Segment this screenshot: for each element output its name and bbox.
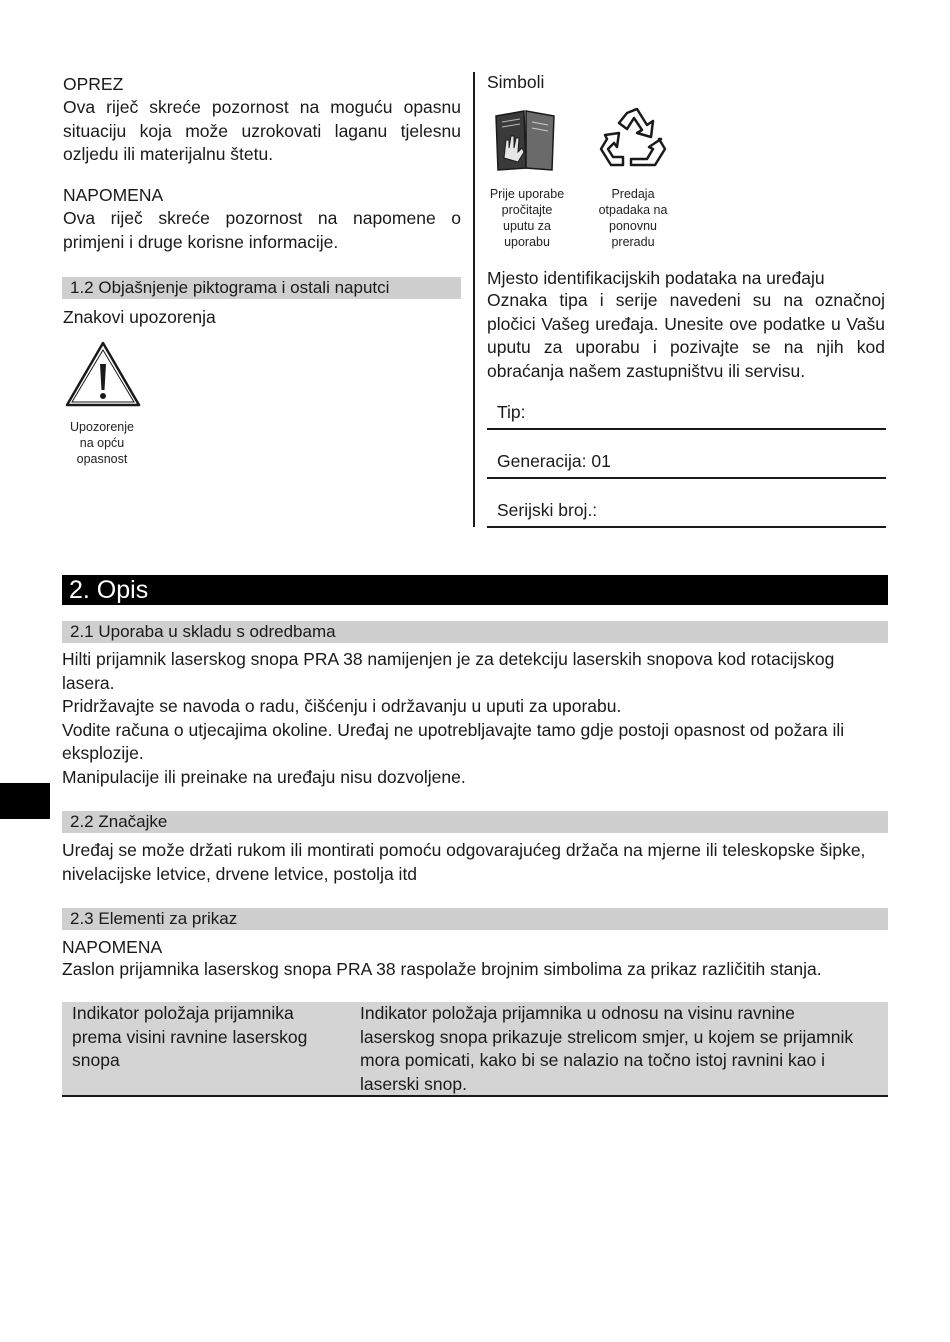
section-2-2-heading: 2.2 Značajke xyxy=(62,811,888,833)
recycle-caption: Predaja otpadaka na ponovnu preradu xyxy=(598,187,668,249)
note-text: Ova riječ skreće pozornost na napomene o primjeni i druge korisne informacije. xyxy=(63,208,461,252)
display-table xyxy=(62,1002,888,1097)
side-tab xyxy=(0,783,50,819)
section-2-1-body xyxy=(62,648,888,789)
paragraph: Hilti prijamnik laserskog snopa PRA 38 namijenjen je za detekciju laserskih snopova kod rotacijskog lasera. xyxy=(62,649,835,693)
note-text-2: Zaslon prijamnika laserskog snopa PRA 38 raspolaže brojnim simbolima za prikaz različitih stanja. xyxy=(62,959,822,979)
id-text: Oznaka tipa i serije navedeni su na označnoj pločici Vašeg uređaja. Unesite ove podatke u Vašu uputu za uporabu i pozivajte se na njih kod obraćanja našem zastupništvu ili servisu. xyxy=(487,290,885,381)
field-type: Tip: xyxy=(487,381,886,430)
field-serial-number: Serijski broj.: xyxy=(487,479,886,528)
chapter-title: 2. Opis xyxy=(62,575,888,605)
table-cell-description: Indikator položaja prijamnika u odnosu na visinu ravnine laserskog snopa prikazuje strelicom smjer, u kojem se prijamnik mora pomicati, kako bi se nalazio na točno istoj ravnini kao i laserski snop. xyxy=(360,1003,854,1094)
recycle-icon xyxy=(597,103,671,171)
table-cell-label: Indikator položaja prijamnika prema visini ravnine laserskog snopa xyxy=(72,1003,308,1070)
paragraph: Pridržavajte se navoda o radu, čišćenju i održavanju u uputi za uporabu. xyxy=(62,696,622,716)
section-2-2-text: Uređaj se može držati rukom ili montirati pomoću odgovarajućeg držača na mjerne ili teleskopske šipke, nivelacijske letvice, drvene letvice, postolja itd xyxy=(62,840,866,884)
note-title: NAPOMENA xyxy=(63,185,164,205)
paragraph: Vodite računa o utjecajima okoline. Uređaj ne upotrebljavajte tamo gdje postoji opasnost od požara ili eksplozije. xyxy=(62,719,845,763)
column-divider xyxy=(473,72,475,527)
paragraph: Manipulacije ili preinake na uređaju nisu dozvoljene. xyxy=(62,766,466,787)
caution-title: OPREZ xyxy=(63,74,124,94)
warning-triangle-icon xyxy=(64,340,142,408)
section-2-3-heading: 2.3 Elementi za prikaz xyxy=(62,908,888,930)
section-2-1-heading: 2.1 Uporaba u skladu s odredbama xyxy=(62,621,888,643)
read-manual-caption: Prije uporabe pročitajte uputu za uporabu xyxy=(489,187,565,249)
symbols-title: Simboli xyxy=(487,72,545,92)
id-title: Mjesto identifikacijskih podataka na uređaju xyxy=(487,268,825,288)
section-1-2-heading: 1.2 Objašnjenje piktograma i ostali naputci xyxy=(62,277,461,299)
note-title-2: NAPOMENA xyxy=(62,937,163,957)
warning-signs-title: Znakovi upozorenja xyxy=(63,307,216,327)
warning-caption: Upozorenje na opću opasnost xyxy=(70,420,134,466)
field-generation: Generacija: 01 xyxy=(487,430,886,479)
read-manual-icon xyxy=(492,108,560,172)
caution-text: Ova riječ skreće pozornost na moguću opasnu situaciju koja može uzrokovati laganu tjelesnu ozljedu ili materijalnu štetu. xyxy=(63,97,461,164)
